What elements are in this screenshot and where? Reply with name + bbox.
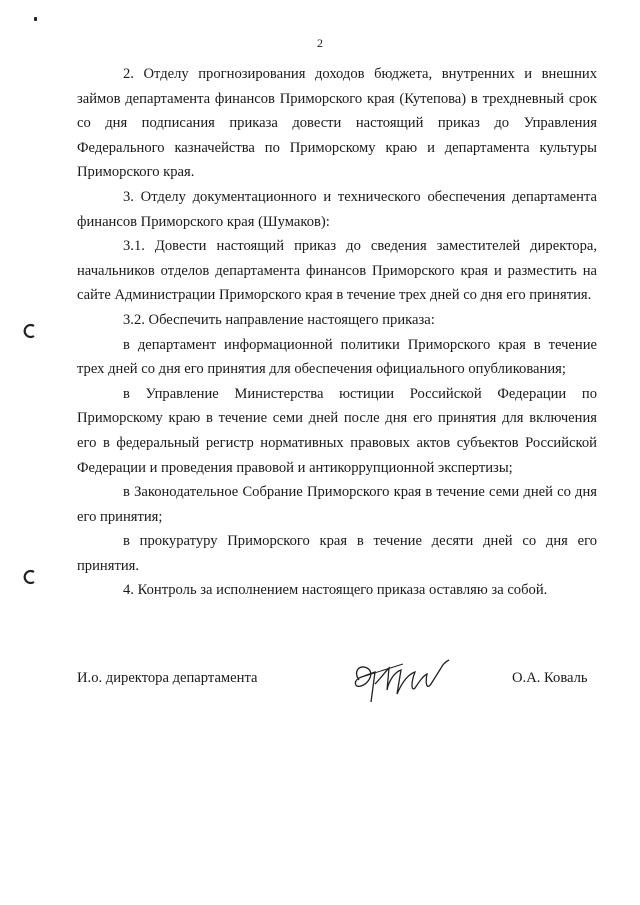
signatory-position: И.о. директора департамента — [77, 670, 258, 686]
punch-hole-icon — [22, 323, 38, 339]
document-body — [77, 62, 597, 603]
paragraph-3-1: 3.1. Довести настоящий приказ до сведения заместителей директора, начальников отделов департамента финансов Приморского края и разместить на сайте Администрации Приморского края в течение трех дней со дня его принятия. — [77, 238, 597, 304]
paragraph-3-2: 3.2. Обеспечить направление настоящего приказа: — [123, 311, 435, 328]
list-item: в Законодательное Собрание Приморского края в течение семи дней со дня его принятия; — [77, 484, 597, 525]
scan-speck — [34, 17, 37, 21]
paragraph-2: 2. Отделу прогнозирования доходов бюджета, внутренних и внешних займов департамента финансов Приморского края (Кутепова) в трехдневный срок со дня подписания приказа довести настоящий приказ до Управления Федерального казначейства по Приморскому краю и департамента культуры Приморского края. — [77, 66, 597, 181]
paragraph-4: 4. Контроль за исполнением настоящего приказа оставляю за собой. — [123, 582, 548, 599]
punch-hole-icon — [22, 569, 38, 585]
signature-icon — [345, 650, 460, 710]
list-item: в Управление Министерства юстиции Российской Федерации по Приморскому краю в течение семи дней после дня его принятия для включения его в федеральный регистр нормативных правовых актов субъектов Российской Федерации и проведения правовой и антикоррупционной экспертизы; — [77, 385, 597, 476]
list-item: в департамент информационной политики Приморского края в течение трех дней со дня его принятия для обеспечения официального опубликования; — [77, 336, 597, 378]
signatory-name: О.А. Коваль — [512, 670, 588, 686]
paragraph-3: 3. Отделу документационного и технического обеспечения департамента финансов Приморского края (Шумаков): — [77, 188, 597, 230]
list-item: в прокуратуру Приморского края в течение десяти дней со дня его принятия. — [77, 533, 597, 574]
page-number: 2 — [317, 36, 323, 50]
